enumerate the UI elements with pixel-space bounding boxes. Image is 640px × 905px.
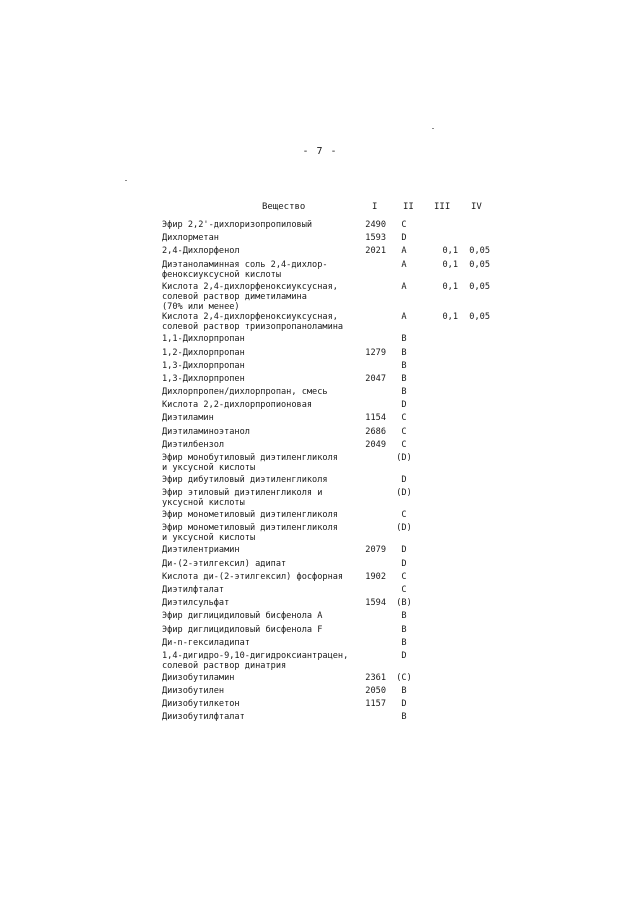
row-col-2: A — [401, 281, 407, 292]
row-col-2: D — [401, 650, 407, 661]
table-row — [0, 312, 640, 334]
table-row — [0, 625, 640, 638]
table-row — [0, 545, 640, 558]
row-name: Ди-n-гексиладипат — [162, 637, 250, 648]
table-row — [0, 361, 640, 374]
row-col-2: C — [401, 413, 407, 424]
table-row — [0, 611, 640, 624]
row-col-3: 0,1 — [442, 246, 458, 257]
row-name: Кислота 2,4-дихлорфеноксиуксусная, солевой раствор диметиламина (70% или менее) — [162, 281, 338, 312]
row-name: Дихлорпропен/дихлорпропан, смесь — [162, 387, 328, 398]
row-col-3: 0,1 — [442, 259, 458, 270]
row-col-2: D — [401, 699, 407, 710]
row-name: Эфир дибутиловый диэтиленгликоля — [162, 475, 328, 486]
row-col-2: B — [401, 611, 407, 622]
row-name: 1,4-дигидро-9,10-дигидроксиантрацен, солевой раствор динатрия — [162, 650, 349, 671]
row-col-2: (D) — [396, 523, 412, 534]
table-row — [0, 220, 640, 233]
row-name: Диэтиламин — [162, 413, 214, 424]
row-col-2: A — [401, 312, 407, 323]
row-col-1: 2047 — [365, 373, 386, 384]
row-col-1: 1902 — [365, 571, 386, 582]
table-row — [0, 712, 640, 725]
row-col-2: B — [401, 686, 407, 697]
row-col-1: 2361 — [365, 672, 386, 683]
row-col-3: 0,1 — [442, 281, 458, 292]
table-row — [0, 598, 640, 611]
row-name: Кислота ди-(2-этилгексил) фосфорная — [162, 571, 344, 582]
row-col-1: 1154 — [365, 413, 386, 424]
row-col-1: 2049 — [365, 439, 386, 450]
row-name: Дихлорметан — [162, 233, 219, 244]
row-col-4: 0,05 — [469, 259, 490, 270]
row-name: Диэтилсульфат — [162, 598, 230, 609]
row-col-2: C — [401, 584, 407, 595]
row-name: Эфир диглицидиловый бисфенола F — [162, 624, 323, 635]
header-col-3: III — [434, 202, 451, 212]
row-name: 1,3-Дихлорпропен — [162, 373, 245, 384]
header-substance: Вещество — [262, 202, 306, 212]
row-col-4: 0,05 — [469, 281, 490, 292]
row-name: Диизобутилкетон — [162, 699, 240, 710]
row-col-1: 1594 — [365, 598, 386, 609]
row-name: 1,3-Дихлорпропан — [162, 360, 245, 371]
scan-speck — [432, 128, 434, 129]
row-col-2: B — [401, 387, 407, 398]
table-row — [0, 572, 640, 585]
table-row — [0, 400, 640, 413]
table-row — [0, 475, 640, 488]
table-row — [0, 523, 640, 545]
row-col-3: 0,1 — [442, 312, 458, 323]
row-col-1: 2021 — [365, 246, 386, 257]
row-name: Диизобутилфталат — [162, 712, 245, 723]
row-name: Ди-(2-этилгексил) адипат — [162, 558, 287, 569]
row-col-4: 0,05 — [469, 312, 490, 323]
row-col-1: 1593 — [365, 233, 386, 244]
header-col-2: II — [403, 202, 414, 212]
row-col-2: A — [401, 246, 407, 257]
header-col-4: IV — [471, 202, 482, 212]
row-name: Эфир этиловый диэтиленгликоля и уксусной кислоты — [162, 488, 323, 509]
row-col-2: C — [401, 220, 407, 230]
row-col-4: 0,05 — [469, 246, 490, 257]
row-name: Диэтилфталат — [162, 584, 225, 595]
row-col-2: B — [401, 347, 407, 358]
table-row — [0, 651, 640, 673]
row-col-2: B — [401, 334, 407, 345]
scan-speck — [125, 180, 127, 181]
table-row — [0, 510, 640, 523]
table-row — [0, 440, 640, 453]
table-row — [0, 585, 640, 598]
row-col-2: D — [401, 233, 407, 244]
row-name: Кислота 2,4-дихлорфеноксиуксусная, солевой раствор триизопропаноламина — [162, 312, 344, 333]
table-row — [0, 699, 640, 712]
row-col-2: (B) — [396, 598, 412, 609]
row-col-2: B — [401, 712, 407, 723]
table-row — [0, 673, 640, 686]
row-col-2: A — [401, 259, 407, 270]
row-name: 1,2-Дихлорпропан — [162, 347, 245, 358]
table-row — [0, 334, 640, 347]
row-name: Эфир монобутиловый диэтиленгликоля и уксусной кислоты — [162, 453, 338, 474]
table-row — [0, 638, 640, 651]
row-col-1: 1279 — [365, 347, 386, 358]
row-col-1: 1157 — [365, 699, 386, 710]
row-col-2: B — [401, 624, 407, 635]
row-name: Диэтаноламинная соль 2,4-дихлор- феноксиуксусной кислоты — [162, 259, 328, 280]
row-name: 1,1-Дихлорпропан — [162, 334, 245, 345]
row-name: Эфир монометиловый диэтиленгликоля и уксусной кислоты — [162, 523, 338, 544]
row-col-2: B — [401, 373, 407, 384]
table-row — [0, 387, 640, 400]
row-name: 2,4-Дихлорфенол — [162, 246, 240, 257]
row-col-1: 2490 — [365, 220, 386, 230]
row-col-2: D — [401, 545, 407, 556]
row-name: Диэтилбензол — [162, 439, 225, 450]
row-col-2: C — [401, 439, 407, 450]
table-row — [0, 413, 640, 426]
row-col-2: D — [401, 558, 407, 569]
row-name: Диизобутиламин — [162, 672, 235, 683]
row-col-2: (D) — [396, 488, 412, 499]
row-col-2: B — [401, 637, 407, 648]
row-col-1: 2050 — [365, 686, 386, 697]
table-row — [0, 427, 640, 440]
row-col-2: (C) — [396, 672, 412, 683]
row-col-2: (D) — [396, 453, 412, 464]
table-row — [0, 488, 640, 510]
row-col-1: 2079 — [365, 545, 386, 556]
row-col-2: B — [401, 360, 407, 371]
row-col-2: D — [401, 475, 407, 486]
table-row — [0, 348, 640, 361]
table-row — [0, 282, 640, 313]
row-name: Кислота 2,2-дихлорпропионовая — [162, 400, 313, 411]
row-name: Эфир диглицидиловый бисфенола A — [162, 611, 323, 622]
row-name: Эфир 2,2'-дихлоризопропиловый — [162, 220, 313, 230]
page-number: - 7 - — [302, 146, 338, 157]
table-row — [0, 559, 640, 572]
row-col-1: 2686 — [365, 426, 386, 437]
table-row — [0, 233, 640, 246]
row-name: Диэтилентриамин — [162, 545, 240, 556]
table-row — [0, 686, 640, 699]
table-row — [0, 374, 640, 387]
row-col-2: D — [401, 400, 407, 411]
table-row — [0, 246, 640, 259]
row-name: Эфир монометиловый диэтиленгликоля — [162, 510, 338, 521]
table-row — [0, 453, 640, 475]
header-col-1: I — [372, 202, 378, 212]
row-col-2: C — [401, 510, 407, 521]
substance-table — [0, 220, 640, 726]
row-name: Диизобутилен — [162, 686, 225, 697]
row-col-2: C — [401, 426, 407, 437]
table-row — [0, 260, 640, 282]
row-col-2: C — [401, 571, 407, 582]
row-name: Диэтиламиноэтанол — [162, 426, 250, 437]
